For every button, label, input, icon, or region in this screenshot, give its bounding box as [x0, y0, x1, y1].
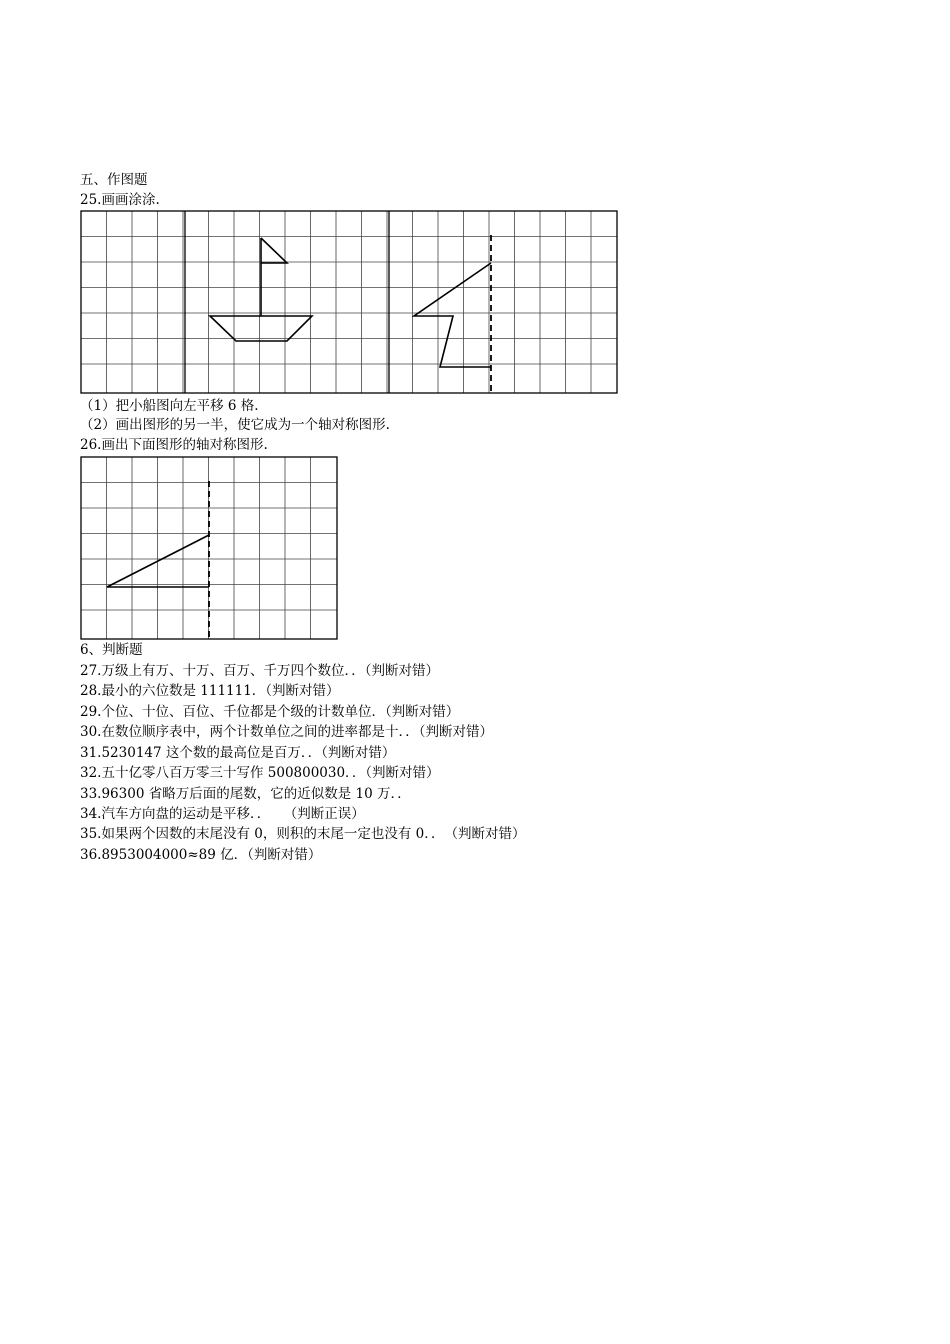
judgement-item: 35.如果两个因数的末尾没有 0，则积的末尾一定也没有 0．． （判断对错） — [80, 826, 526, 842]
question-25-title: 25.画画涂涂. — [80, 192, 160, 208]
question-26-title: 26.画出下面图形的轴对称图形. — [80, 437, 268, 453]
section-heading-drawing: 五、作图题 — [80, 172, 148, 188]
judgement-item: 31.5230147 这个数的最高位是百万．．（判断对错） — [80, 745, 396, 761]
judgement-item: 30.在数位顺序表中，两个计数单位之间的进率都是十．．（判断对错） — [80, 724, 493, 740]
triangle-figure — [107, 535, 209, 587]
judgement-item: 33.96300 省略万后面的尾数，它的近似数是 10 万．． — [80, 786, 411, 802]
judgement-item: 32.五十亿零八百万零三十写作 500800030．．（判断对错） — [80, 765, 440, 781]
question-25-part2: （2）画出图形的另一半，使它成为一个轴对称图形. — [80, 417, 390, 433]
judgement-item: 34.汽车方向盘的运动是平移．． （判断正误） — [80, 806, 365, 822]
q26-grid-figure — [80, 456, 342, 644]
question-25-part1: （1）把小船图向左平移 6 格. — [80, 398, 259, 414]
section-heading-judgement: 6、判断题 — [80, 642, 143, 658]
half-figure — [414, 263, 491, 367]
boat-figure — [210, 238, 312, 341]
q25-grid-figure — [80, 210, 620, 398]
judgement-item: 28.最小的六位数是 111111．（判断对错） — [80, 683, 340, 699]
judgement-item: 27.万级上有万、十万、百万、千万四个数位．．（判断对错） — [80, 663, 439, 679]
judgement-item: 29.个位、十位、百位、千位都是个级的计数单位．（判断对错） — [80, 704, 460, 720]
judgement-item: 36.8953004000≈89 亿．（判断对错） — [80, 847, 322, 863]
